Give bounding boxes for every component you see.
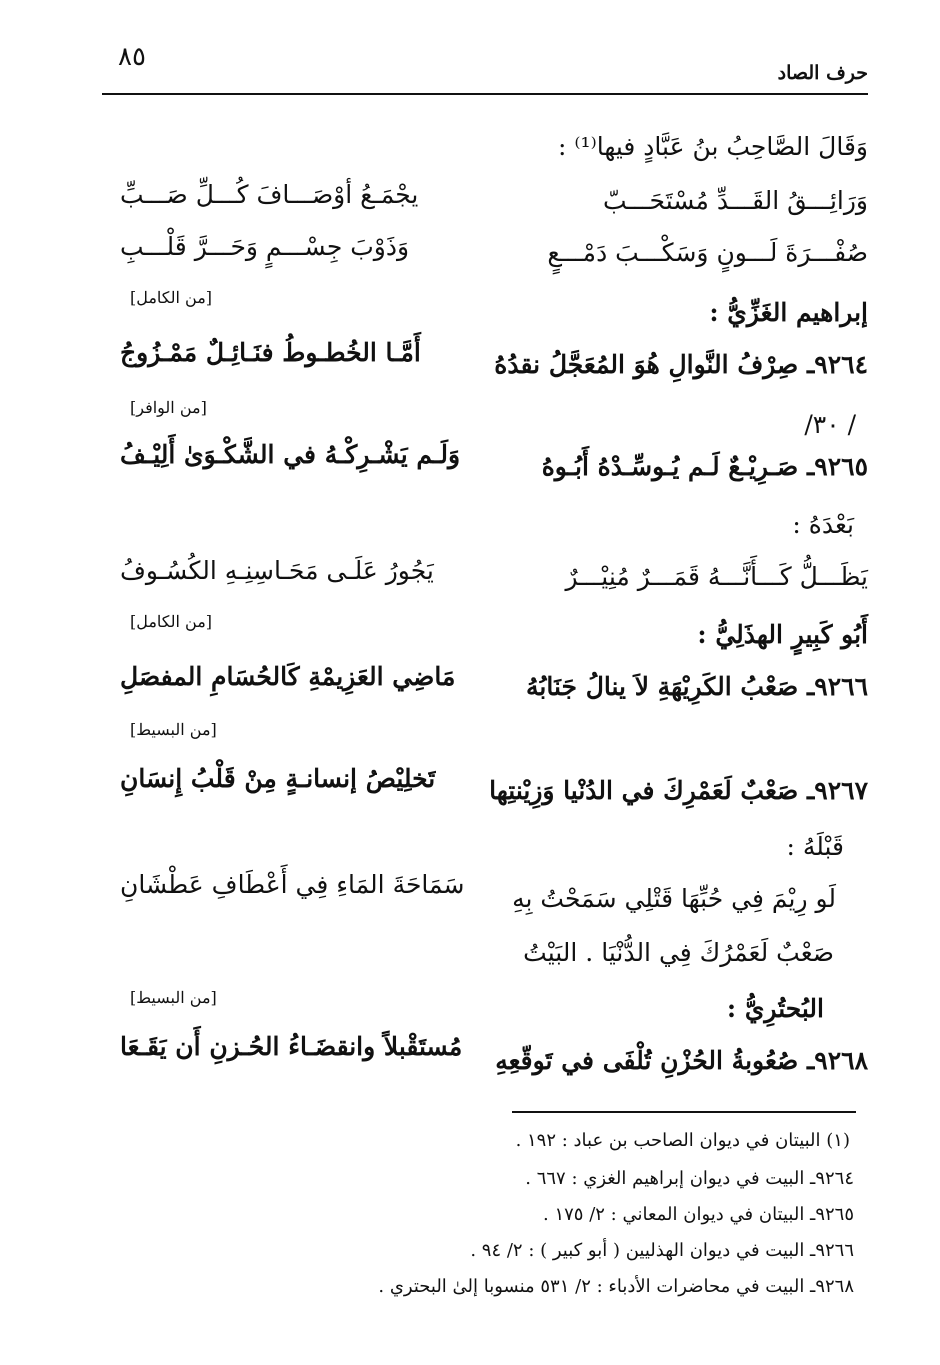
verse-continuation: / ٣٠/	[804, 410, 856, 439]
verse-first-hemistich: ٩٢٦٧ـ صَعْبٌ لَعَمْرِكَ في الدُنْيا وَزِيْنتِها	[489, 776, 868, 805]
verse-second-hemistich: أَمَّـا الخُطـوطُ فنَـائِـلٌ مَمْـزُوجُ	[120, 338, 421, 367]
running-head: حرف الصاد	[777, 62, 868, 84]
intro-line: صَعْبٌ لَعَمْرُكَ فِي الدُّنْيَا . البَيْتُ	[523, 938, 834, 967]
verse-second-hemistich: يجْمَـعُ أوْصَـــافَ كُـــلِّ صَـــبِّ	[120, 180, 419, 209]
poet-name: إبراهيم الغَزِّيُّ :	[709, 298, 868, 327]
verse-second-hemistich: يَجُورُ عَلَـى مَحَـاسِنِـهِ الكُسُـوفُ	[120, 556, 434, 585]
verse-first-hemistich: وَرَائِـــقُ القَـــدِّ مُسْتَحَـــبّ	[603, 186, 868, 215]
meter-label: [من البسيط]	[130, 720, 217, 739]
footnote: ٩٢٦٦ـ البيت في ديوان الهذليين ( أبو كبير ) : ٢/ ٩٤ .	[470, 1240, 854, 1261]
intro-line: بَعْدَهُ :	[792, 510, 854, 539]
page-number: ٨٥	[118, 42, 146, 72]
verse-first-hemistich: ٩٢٦٥ـ صَـرِيْـعٌ لَـم يُـوسِّـدْهُ أَبُـوهُ	[541, 452, 868, 481]
meter-label: [من الكامل]	[130, 612, 213, 631]
verse-second-hemistich: سَمَاحَةَ المَاءِ فِي أَعْطَافِ عَطْشَانِ	[120, 870, 465, 899]
verse-second-hemistich: وَلَـم يَشْـرِكْـهُ في الشَّكْـوَىٰ أَلِيْـفُ	[120, 440, 461, 469]
meter-label: [من الكامل]	[130, 288, 213, 307]
meter-label: [من البسيط]	[130, 988, 217, 1007]
verse-first-hemistich: لَو رِيْمَ فِي حُبِّهَا قَتْلِي سَمَحْتُ بِهِ	[512, 884, 836, 913]
verse-second-hemistich: وَذَوْبَ جِسْـــمٍ وَحَـــرَّ قَلْـــبِ	[120, 232, 410, 261]
verse-first-hemistich: ٩٢٦٨ـ صُعُوبةُ الحُزْنِ تُلْفَى في تَوقّعِهِ	[495, 1046, 868, 1075]
footnote: ٩٢٦٨ـ البيت في محاضرات الأدباء : ٢/ ٥٣١ منسوبا إلىٰ البحتري .	[378, 1276, 854, 1297]
poet-name: البُحتُرِيُّ :	[726, 994, 824, 1023]
footnote: ٩٢٦٤ـ البيت في ديوان إبراهيم الغزي : ٦٦٧ .	[525, 1168, 854, 1189]
verse-second-hemistich: مُستَقْبلاً وانقضَـاءُ الحُـزنِ أَن يَقَـعَا	[120, 1032, 463, 1061]
verse-second-hemistich: مَاضِي العَزِيمْةِ كَالحُسَامِ المفصَلِ	[120, 662, 456, 691]
intro-line: وَقَالَ الصَّاحِبُ بنُ عَبَّادٍ فيها⁽¹⁾ :	[558, 132, 868, 161]
verse-first-hemistich: صُفْـــرَةَ لَـــونٍ وَسَكْـــبَ دَمْـــعٍ	[547, 238, 868, 267]
poet-name: أَبُو كَبِيرٍ الهذَلِيُّ :	[697, 620, 868, 649]
verse-first-hemistich: ٩٢٦٤ـ صِرْفُ النَّوالِ هُوَ المُعَجَّلُ نقدُهُ	[494, 350, 868, 379]
verse-second-hemistich: تَخلِيْصُ إنسانـةٍ مِنْ قَلْبُ إِنسَانِ	[120, 764, 436, 793]
footnote-rule	[512, 1111, 856, 1113]
footnote: (١) البيتان في ديوان الصاحب بن عباد : ١٩٢ .	[515, 1130, 850, 1151]
footnote: ٩٢٦٥ـ البيتان في ديوان المعاني : ٢/ ١٧٥ .	[543, 1204, 854, 1225]
header-rule	[102, 93, 868, 95]
verse-first-hemistich: ٩٢٦٦ـ صَعْبُ الكَرِيْهَةِ لاَ ينالُ جَنَابُهُ	[526, 672, 868, 701]
verse-first-hemistich: يَظَـــلُّ كَـــأَنَّـــهُ قَمَـــرٌ مُنِيْـــرٌ	[565, 562, 868, 591]
meter-label: [من الوافر]	[130, 398, 207, 417]
intro-line: قَبْلَهُ :	[786, 832, 844, 861]
